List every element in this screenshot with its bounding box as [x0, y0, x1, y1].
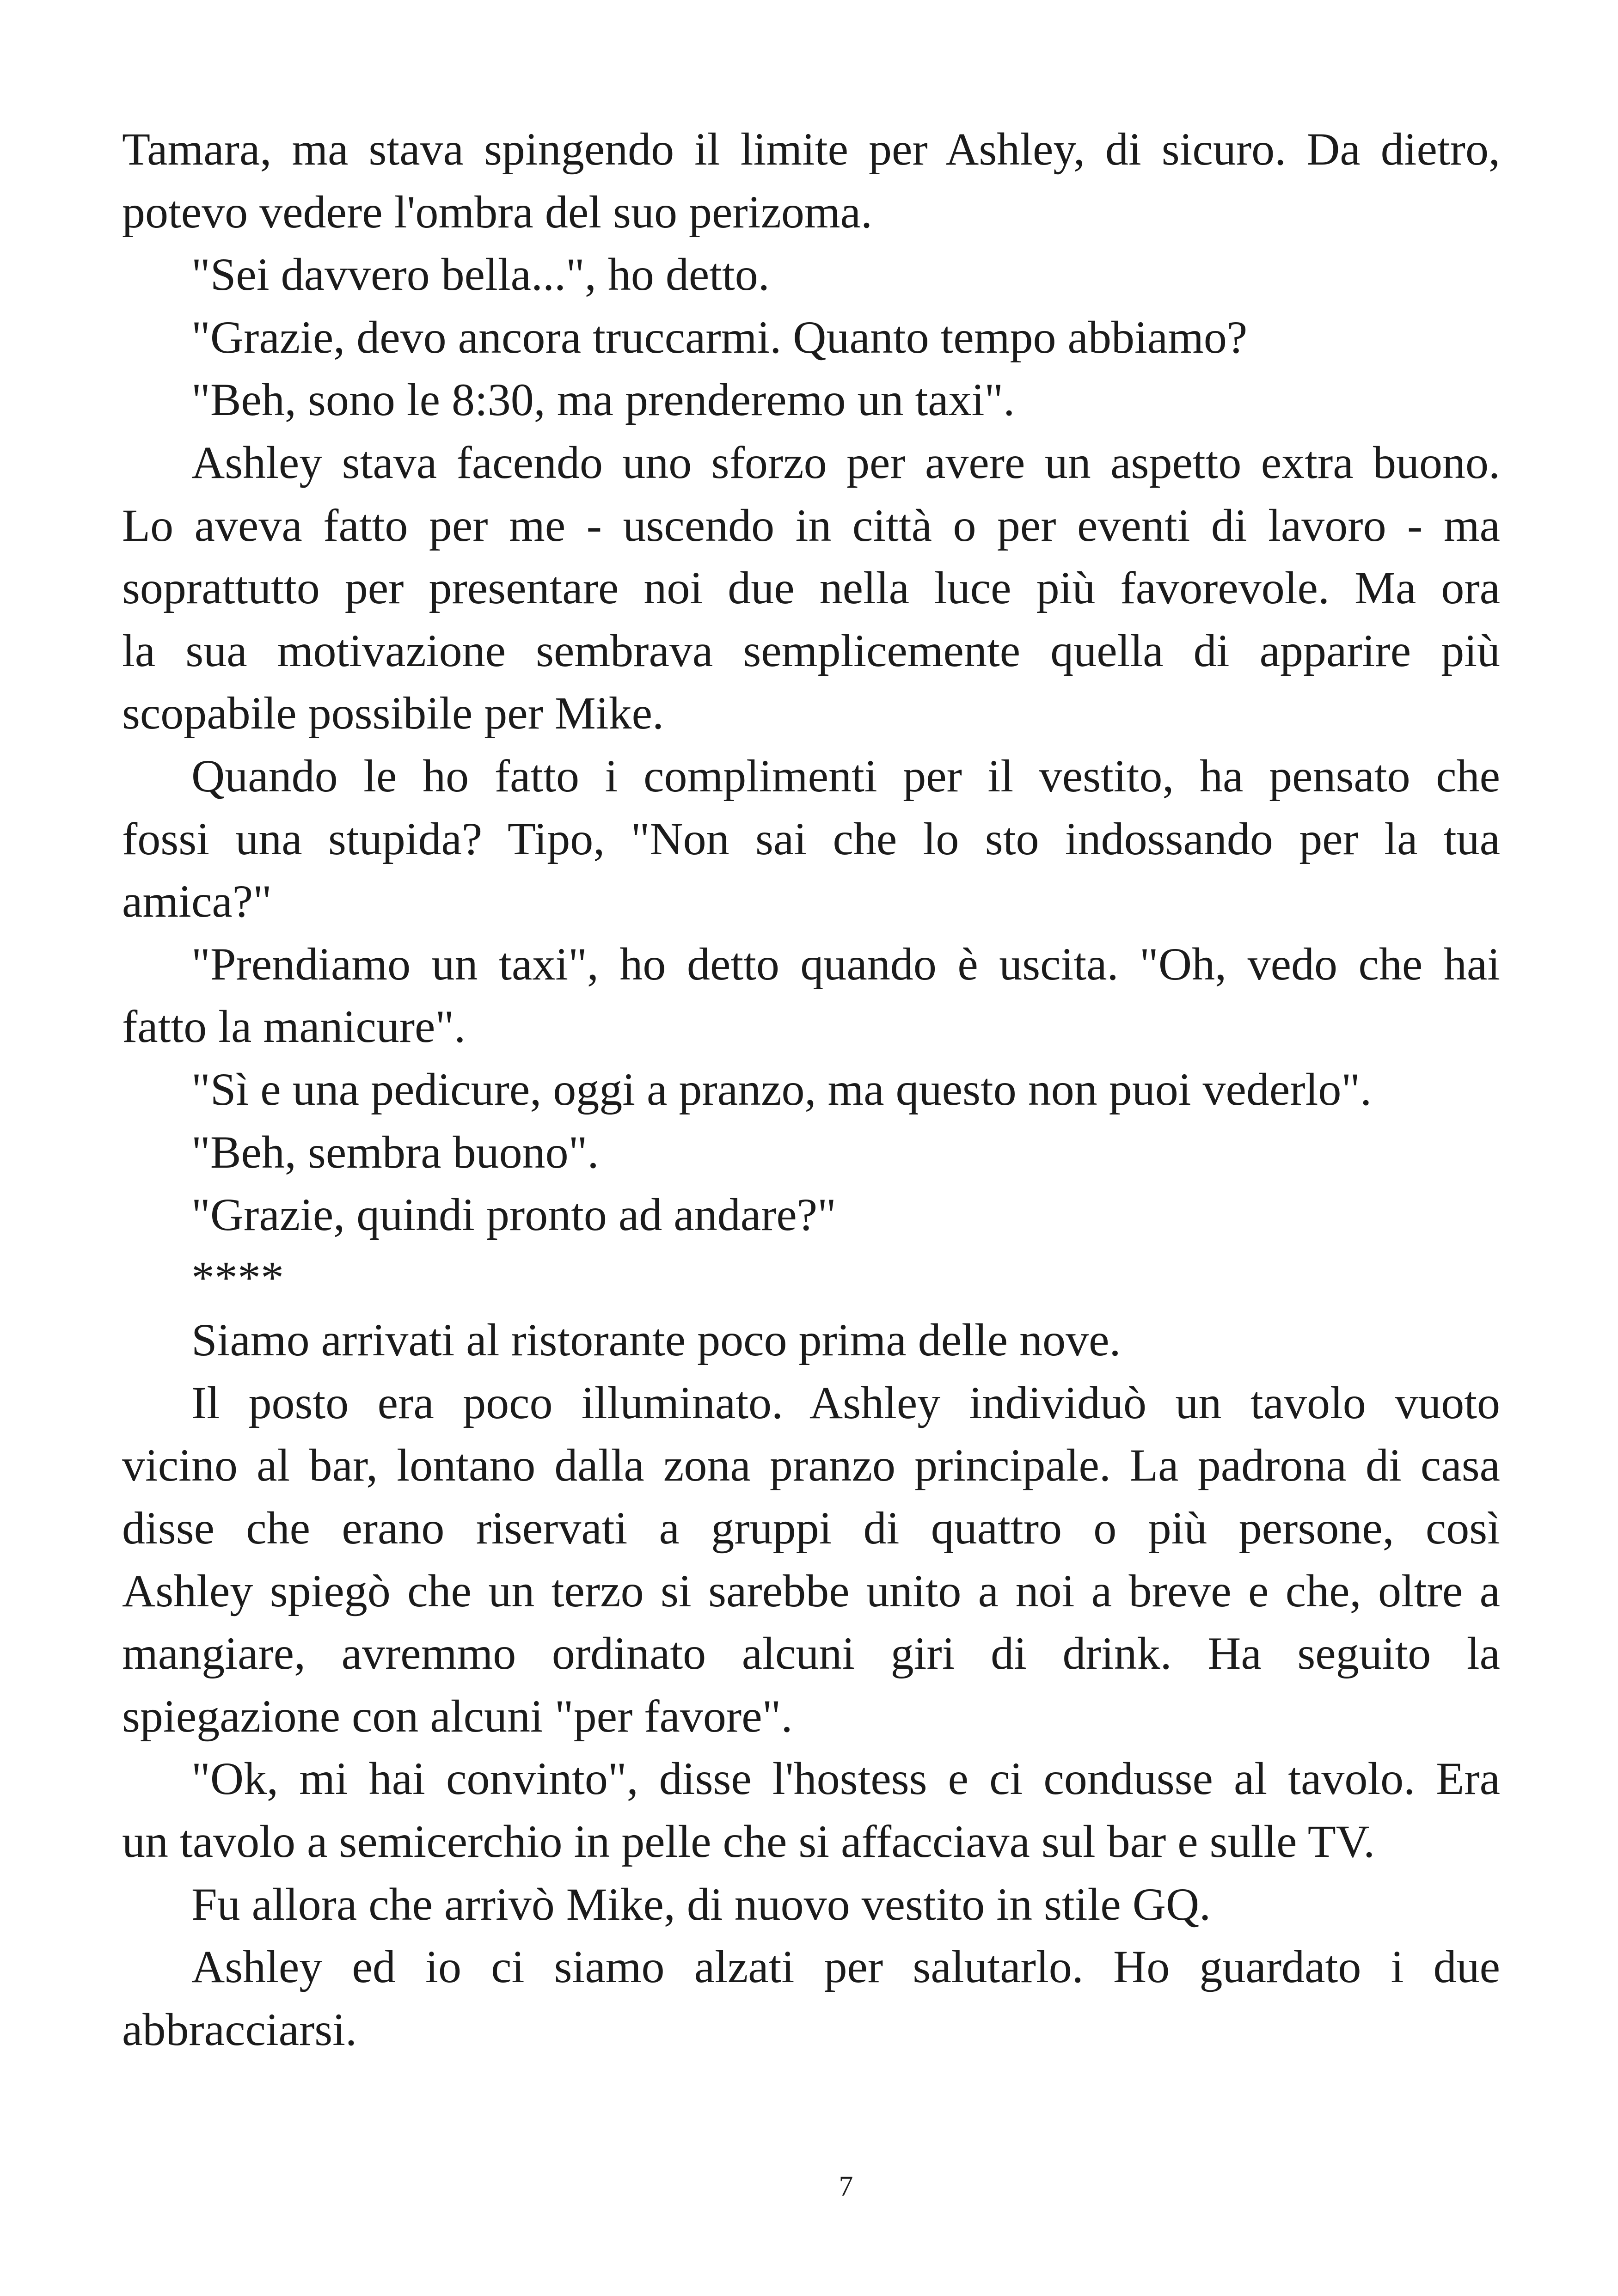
text-line: potevo vedere l'ombra del suo perizoma.: [122, 186, 872, 238]
text-line: un tavolo a semicerchio in pelle che si affacciava sul bar e sulle TV.: [122, 1816, 1375, 1867]
text-line: fatto la manicure".: [122, 1001, 466, 1053]
text-line: Tamara, ma stava spingendo il limite per Ashley, di sicuro. Da dietro,: [122, 123, 1500, 175]
text-line: vicino al bar, lontano dalla zona pranzo principale. La padrona di casa: [122, 1439, 1500, 1491]
text-line: abbracciarsi.: [122, 2003, 357, 2055]
paragraph: [122, 1935, 1500, 2061]
text-line: la sua motivazione sembrava semplicemente quella di apparire più: [122, 625, 1500, 676]
paragraph: [122, 368, 1500, 431]
text-line: ****: [191, 1251, 284, 1303]
paragraph: [122, 933, 1500, 1058]
body-text: [122, 118, 1500, 2061]
paragraph: [122, 243, 1500, 306]
text-line: Ashley stava facendo uno sforzo per avere un aspetto extra buono.: [191, 436, 1500, 488]
text-line: mangiare, avremmo ordinato alcuni giri di drink. Ha seguito la: [122, 1628, 1500, 1679]
paragraph: [122, 745, 1500, 933]
page-number: 7: [839, 2171, 853, 2202]
paragraph: [122, 1873, 1500, 1936]
text-line: Ashley spiegò che un terzo si sarebbe unito a noi a breve e che, oltre a: [122, 1565, 1500, 1616]
text-line: amica?": [122, 876, 272, 927]
text-line: "Grazie, devo ancora truccarmi. Quanto tempo abbiamo?: [191, 311, 1248, 363]
paragraph: [122, 1309, 1500, 1371]
text-line: soprattutto per presentare noi due nella luce più favorevole. Ma ora: [122, 562, 1500, 614]
text-line: Il posto era poco illuminato. Ashley individuò un tavolo vuoto: [191, 1377, 1500, 1428]
text-line: Quando le ho fatto i complimenti per il vestito, ha pensato che: [191, 750, 1500, 802]
text-line: fossi una stupida? Tipo, "Non sai che lo sto indossando per la tua: [122, 813, 1500, 864]
text-line: "Beh, sono le 8:30, ma prenderemo un taxi".: [191, 374, 1015, 426]
text-line: Siamo arrivati al ristorante poco prima delle nove.: [191, 1314, 1121, 1366]
scene-break: [122, 1246, 1500, 1309]
paragraph: [122, 306, 1500, 369]
text-line: "Sì e una pedicure, oggi a pranzo, ma questo non puoi vederlo".: [191, 1063, 1372, 1115]
paragraph: [122, 1121, 1500, 1184]
paragraph: [122, 431, 1500, 745]
text-line: Fu allora che arrivò Mike, di nuovo vestito in stile GQ.: [191, 1878, 1211, 1930]
paragraph: [122, 1183, 1500, 1246]
paragraph: [122, 1058, 1500, 1121]
text-line: "Beh, sembra buono".: [191, 1126, 599, 1178]
text-line: "Ok, mi hai convinto", disse l'hostess e ci condusse al tavolo. Era: [191, 1753, 1500, 1805]
text-line: "Grazie, quindi pronto ad andare?": [191, 1189, 836, 1241]
text-line: "Sei davvero bella...", ho detto.: [191, 249, 770, 300]
paragraph: [122, 1747, 1500, 1873]
text-line: disse che erano riservati a gruppi di quattro o più persone, così: [122, 1502, 1500, 1554]
text-line: spiegazione con alcuni "per favore".: [122, 1690, 793, 1742]
paragraph: [122, 118, 1500, 243]
text-line: scopabile possibile per Mike.: [122, 687, 664, 739]
paragraph: [122, 1371, 1500, 1748]
text-line: "Prendiamo un taxi", ho detto quando è uscita. "Oh, vedo che hai: [191, 938, 1500, 990]
text-line: Lo aveva fatto per me - uscendo in città o per eventi di lavoro - ma: [122, 499, 1500, 551]
text-line: Ashley ed io ci siamo alzati per salutarlo. Ho guardato i due: [191, 1941, 1500, 1993]
